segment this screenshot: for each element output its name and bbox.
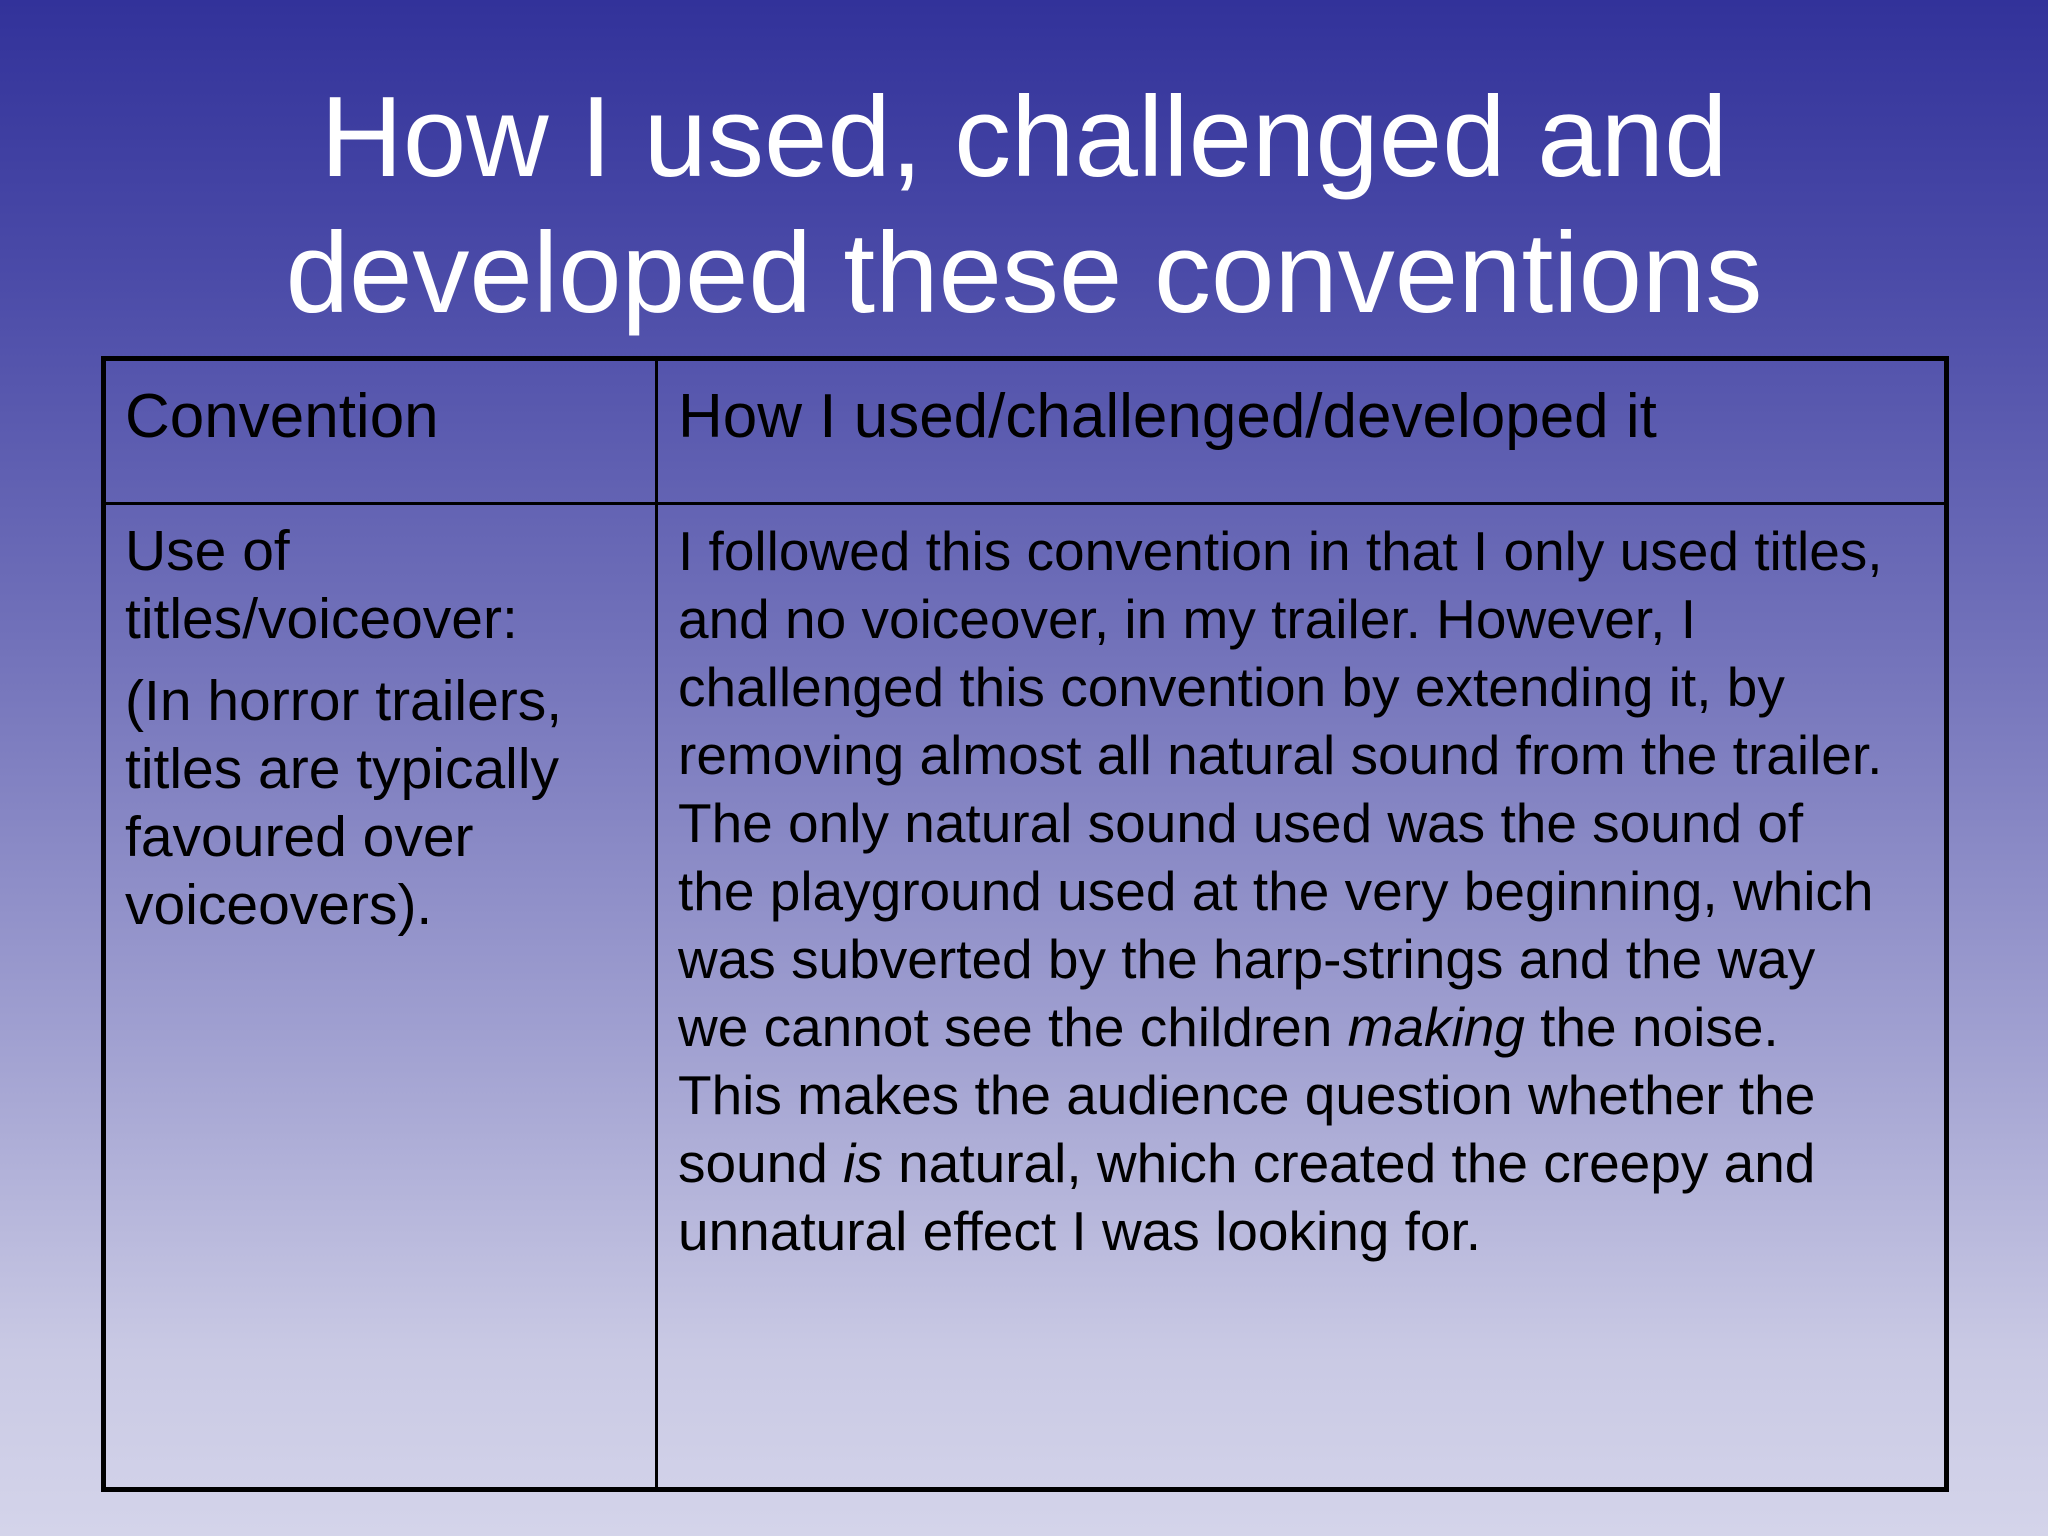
- how-line-6: the playground used at the very beginning, which: [678, 860, 1874, 922]
- conventions-table: [101, 356, 1949, 1492]
- emphasis-making: making: [1347, 996, 1525, 1058]
- header-convention: Convention: [125, 382, 439, 451]
- how-line-8: [678, 993, 1940, 1061]
- title-line-1: How I used, challenged and: [320, 74, 1728, 201]
- how-line-2: and no voiceover, in my trailer. However, I: [678, 588, 1696, 650]
- title-line-2: developed these conventions: [285, 210, 1763, 337]
- how-line-8-end: the noise.: [1524, 996, 1779, 1058]
- how-line-10: [678, 1129, 1940, 1197]
- header-how-used: How I used/challenged/developed it: [678, 382, 1657, 451]
- header-divider: [106, 502, 1944, 505]
- convention-line-2: titles/voiceover:: [125, 587, 518, 651]
- how-line-10-end: natural, which created the creepy and: [882, 1132, 1816, 1194]
- note-line-1: (In horror trailers,: [125, 669, 563, 733]
- note-line-4: voiceovers).: [125, 873, 433, 937]
- convention-note: [125, 667, 645, 939]
- column-divider: [655, 361, 658, 1487]
- how-line-7: was subverted by the harp-strings and the way: [678, 928, 1816, 990]
- how-line-10-start: sound: [678, 1132, 844, 1194]
- convention-name: [125, 517, 645, 653]
- how-used-cell: [678, 517, 1940, 1265]
- note-line-3: favoured over: [125, 805, 474, 869]
- how-line-5: The only natural sound used was the sound of: [678, 792, 1804, 854]
- slide-title: [0, 70, 2048, 342]
- how-line-4: removing almost all natural sound from the trailer.: [678, 724, 1883, 786]
- how-line-9: This makes the audience question whether the: [678, 1064, 1816, 1126]
- how-line-1: I followed this convention in that I only used titles,: [678, 520, 1883, 582]
- how-line-3: challenged this convention by extending it, by: [678, 656, 1785, 718]
- emphasis-is: is: [843, 1132, 883, 1194]
- convention-line-1: Use of: [125, 519, 290, 583]
- how-line-8-start: we cannot see the children: [678, 996, 1348, 1058]
- convention-cell: [125, 517, 645, 939]
- how-line-11: unnatural effect I was looking for.: [678, 1200, 1482, 1262]
- note-line-2: titles are typically: [125, 737, 559, 801]
